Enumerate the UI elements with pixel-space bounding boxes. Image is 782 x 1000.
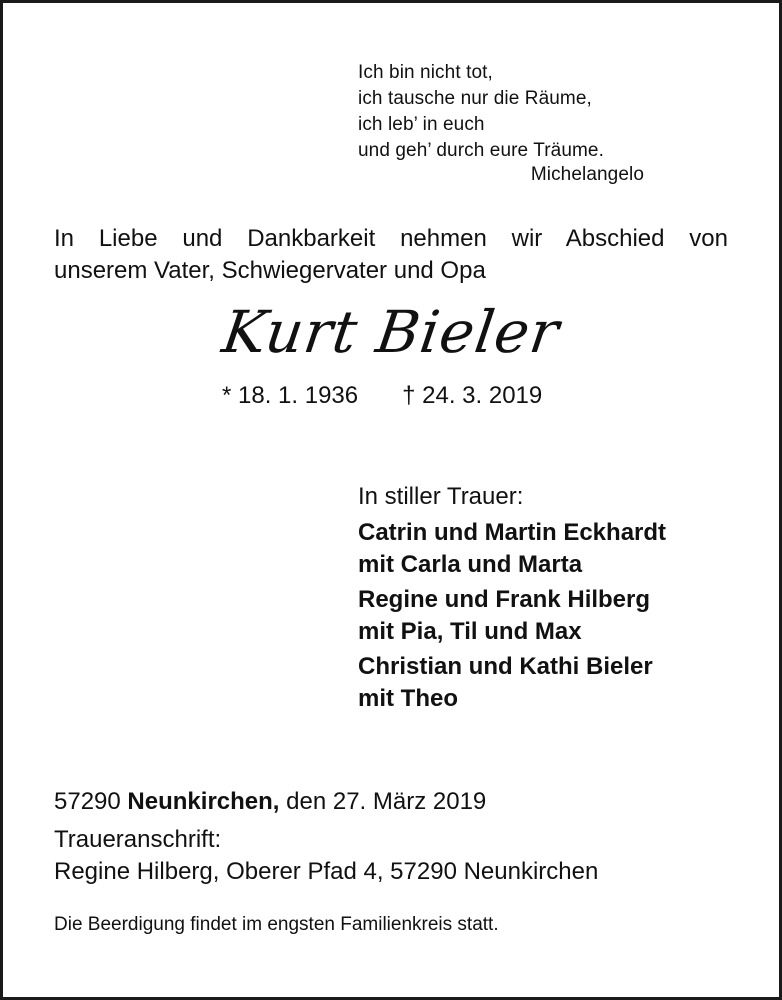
poem-block [358,60,658,188]
place-date-line [54,786,754,818]
intro-text [54,223,728,287]
poem-line: und geh’ durch eure Träume. [358,140,604,161]
mourner-names: Catrin und Martin Eckhardt [358,519,667,546]
poem-line: Ich bin nicht tot, [358,62,493,83]
mourners-heading: In stiller Trauer: [358,483,524,510]
mourner-children: mit Theo [358,685,458,712]
intro-line-2: unserem Vater, Schwiegervater und Opa [54,257,486,284]
poem-line: ich tausche nur die Räume, [358,88,592,109]
deceased-name: Kurt Bieler [218,298,564,366]
address-label: Traueranschrift: [54,826,222,853]
mourners-block [358,481,758,718]
notice-date: den 27. März 2019 [286,788,487,815]
mourner-children: mit Pia, Til und Max [358,618,582,645]
mourner-group [358,584,758,648]
intro-line-1: In Liebe und Dankbarkeit nehmen wir Abschied von [54,225,728,252]
life-dates [222,380,542,412]
death-date: † 24. 3. 2019 [402,382,543,409]
postal-code: 57290 [54,788,121,815]
mourner-group [358,517,758,581]
poem-author: Michelangelo [530,164,644,185]
funeral-note: Die Beerdigung findet im engsten Familienkreis statt. [54,914,499,935]
mourner-names: Christian und Kathi Bieler [358,653,653,680]
mourner-group [358,651,758,715]
mourner-children: mit Carla und Marta [358,551,583,578]
mourning-address: Regine Hilberg, Oberer Pfad 4, 57290 Neunkirchen [54,858,599,885]
footer-block [54,786,754,888]
birth-date: * 18. 1. 1936 [222,382,359,409]
mourner-names: Regine und Frank Hilberg [358,586,651,613]
city: Neunkirchen, [127,788,280,815]
poem-line: ich leb’ in euch [358,114,485,135]
